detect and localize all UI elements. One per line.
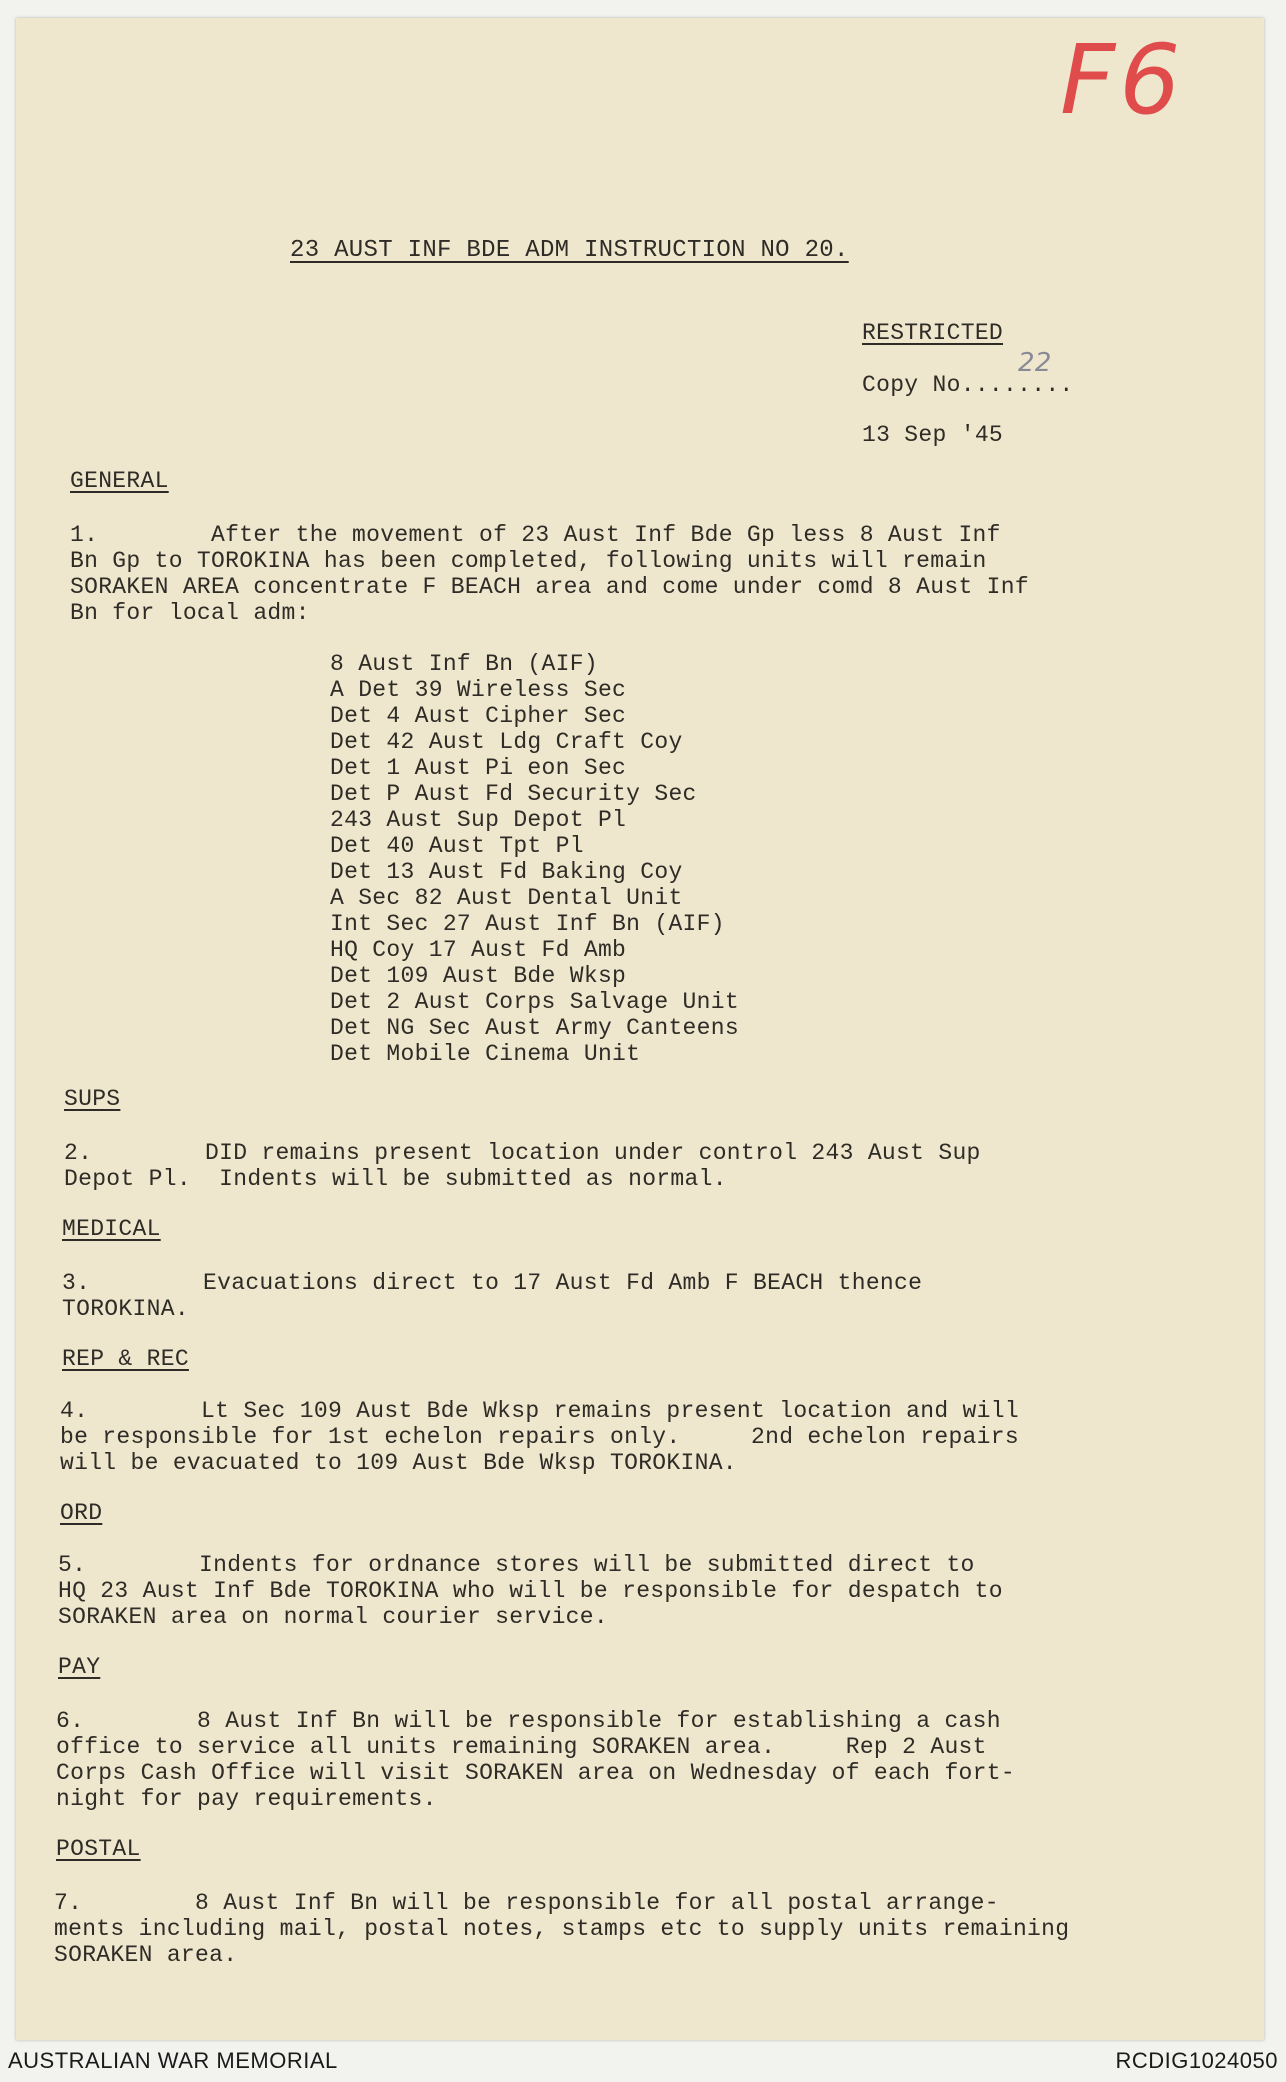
unit-item: Det 109 Aust Bde Wksp <box>330 963 627 989</box>
unit-item: Int Sec 27 Aust Inf Bn (AIF) <box>330 911 725 937</box>
unit-item: Det 13 Aust Fd Baking Coy <box>330 859 683 885</box>
para-line: 4. Lt Sec 109 Aust Bde Wksp remains present location and will <box>60 1398 1019 1424</box>
unit-item: Det 4 Aust Cipher Sec <box>330 703 627 729</box>
unit-item: Det P Aust Fd Security Sec <box>330 781 697 807</box>
unit-item: A Det 39 Wireless Sec <box>330 677 627 703</box>
para-line: Depot Pl. Indents will be submitted as normal. <box>64 1166 727 1192</box>
unit-item: Det 42 Aust Ldg Craft Coy <box>330 729 683 755</box>
classification: RESTRICTED <box>862 320 1004 346</box>
para-line: Bn for local adm: <box>70 600 310 626</box>
document-date: 13 Sep '45 <box>862 422 1004 448</box>
footer-record-id: RCDIG1024050 <box>1115 2048 1278 2073</box>
para-line: SORAKEN area on normal courier service. <box>58 1604 608 1630</box>
para-line: 6. 8 Aust Inf Bn will be responsible for establishing a cash <box>56 1708 1001 1734</box>
unit-item: Det 2 Aust Corps Salvage Unit <box>330 989 739 1015</box>
para-line: Bn Gp to TOROKINA has been completed, following units will remain <box>70 548 987 574</box>
section-heading-sups: SUPS <box>64 1086 121 1112</box>
footer-archive-name: AUSTRALIAN WAR MEMORIAL <box>8 2048 338 2073</box>
unit-item: Det 40 Aust Tpt Pl <box>330 833 584 859</box>
para-line: ments including mail, postal notes, stamps etc to supply units remaining <box>54 1916 1070 1942</box>
para-line: 3. Evacuations direct to 17 Aust Fd Amb F BEACH thence <box>62 1270 923 1296</box>
para-line: SORAKEN AREA concentrate F BEACH area and come under comd 8 Aust Inf <box>70 574 1029 600</box>
para-line: office to service all units remaining SORAKEN area. Rep 2 Aust <box>56 1734 987 1760</box>
unit-item: Det 1 Aust Pi eon Sec <box>330 755 627 781</box>
para-line: TOROKINA. <box>62 1296 189 1322</box>
para-line: 5. Indents for ordnance stores will be submitted direct to <box>58 1552 975 1578</box>
para-line: 2. DID remains present location under control 243 Aust Sup <box>64 1140 981 1166</box>
unit-item: Det Mobile Cinema Unit <box>330 1041 641 1067</box>
unit-item: A Sec 82 Aust Dental Unit <box>330 885 683 911</box>
para-line: HQ 23 Aust Inf Bde TOROKINA who will be responsible for despatch to <box>58 1578 1003 1604</box>
section-heading-postal: POSTAL <box>56 1836 141 1862</box>
copy-number-label: Copy No........ <box>862 372 1074 398</box>
copy-number: 22 <box>1018 348 1052 378</box>
document-title: 23 AUST INF BDE ADM INSTRUCTION NO 20. <box>290 237 849 264</box>
para-line: SORAKEN area. <box>54 1942 238 1968</box>
unit-list <box>330 651 739 1067</box>
unit-item: 243 Aust Sup Depot Pl <box>330 807 627 833</box>
para-line: will be evacuated to 109 Aust Bde Wksp TOROKINA. <box>60 1450 737 1476</box>
unit-item: HQ Coy 17 Aust Fd Amb <box>330 937 627 963</box>
para-line: 7. 8 Aust Inf Bn will be responsible for all postal arrange- <box>54 1890 999 1916</box>
section-heading-rep-rec: REP & REC <box>62 1346 189 1372</box>
para-line: night for pay requirements. <box>56 1786 437 1812</box>
para-line: Corps Cash Office will visit SORAKEN area on Wednesday of each fort- <box>56 1760 1015 1786</box>
para-line: be responsible for 1st echelon repairs only. 2nd echelon repairs <box>60 1424 1019 1450</box>
section-heading-ord: ORD <box>60 1500 103 1526</box>
unit-item: 8 Aust Inf Bn (AIF) <box>330 651 598 677</box>
section-heading-medical: MEDICAL <box>62 1216 161 1242</box>
corner-mark: F6 <box>1060 24 1185 136</box>
section-heading-pay: PAY <box>58 1654 101 1680</box>
section-heading-general: GENERAL <box>70 468 169 494</box>
para-line: 1. After the movement of 23 Aust Inf Bde Gp less 8 Aust Inf <box>70 522 1001 548</box>
unit-item: Det NG Sec Aust Army Canteens <box>330 1015 739 1041</box>
